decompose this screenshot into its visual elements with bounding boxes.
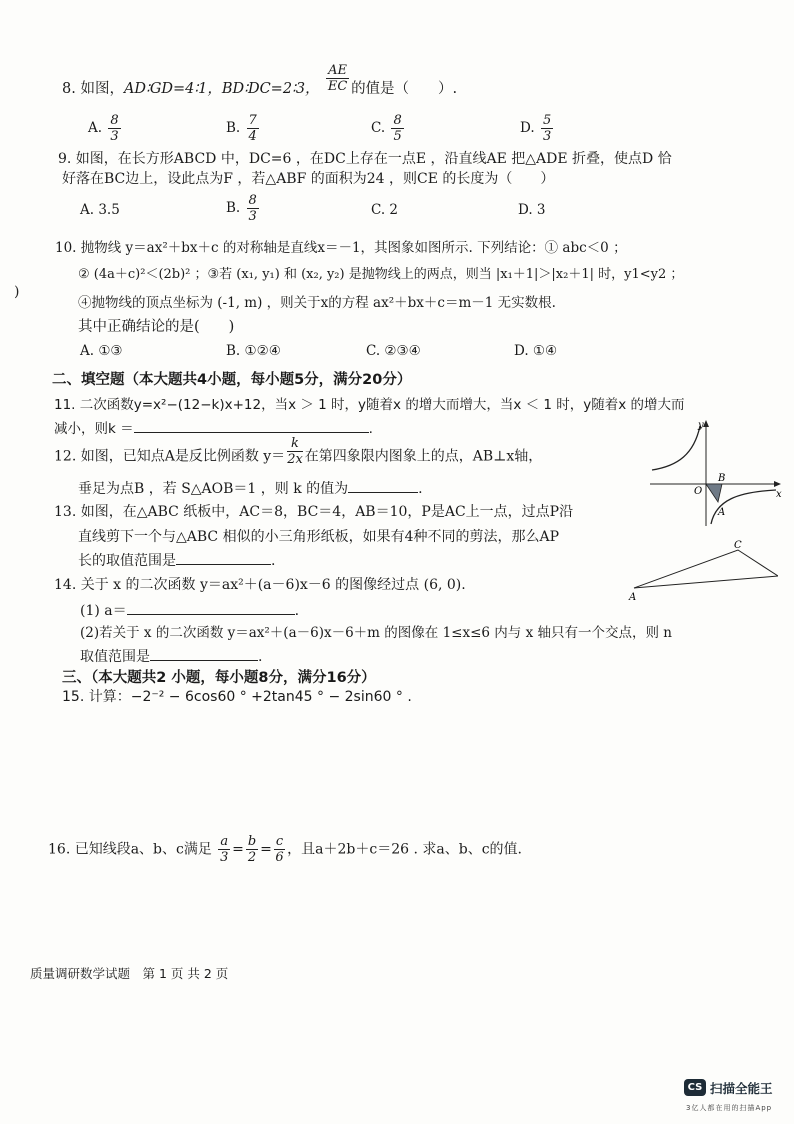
q13-line-2: 直线剪下一个与△ABC 相似的小三角形纸板，如果有4种不同的剪法，那么AP <box>78 529 560 545</box>
q12-answer-blank[interactable] <box>348 478 418 493</box>
q12-figure <box>648 418 788 530</box>
q13-line-1: 13. 如图，在△ABC 纸板中，AC＝8，BC＝4，AB＝10，P是AC上一点，过点P沿 <box>54 504 574 520</box>
q12-line-1: 12. 如图，已知点A是反比例函数 y＝ $\frac{k}{2x}$ 在第四象限内图象上的点，AB⊥x轴， <box>54 436 543 467</box>
q11-answer-blank[interactable] <box>134 418 369 433</box>
label-y: y <box>698 420 704 431</box>
q8-option-c: C. $\frac{8}{5}$ <box>371 113 402 144</box>
q14-part-1: (1) a＝ . <box>80 600 299 620</box>
question-15: 15. 计算：−2⁻² − 6cos60 ° +2tan45 ° − 2sin60 ° . <box>62 689 412 705</box>
q10-line-1: 10. 抛物线 y＝ax²＋bx＋c 的对称轴是直线x＝－1，其图象如图所示. 下列结论：① abc＜0 ； <box>55 240 627 256</box>
q14-line-1: 14. 关于 x 的二次函数 y＝ax²＋(a－6)x－6 的图像经过点 (6, 0). <box>54 577 466 593</box>
q9-option-d: D. 3 <box>518 202 546 218</box>
q14-part-2-line-1: (2)若关于 x 的二次函数 y＝ax²＋(a－6)x－6＋m 的图像在 1≤x≤6 内与 x 轴只有一个交点，则 n <box>80 625 672 641</box>
hyperbola-branch-left <box>652 426 700 470</box>
q8-option-b: B. $\frac{7}{4}$ <box>226 113 257 144</box>
question-8 <box>62 62 458 98</box>
label-a: A <box>718 507 726 518</box>
q10-line-2: ② (4a＋c)²＜(2b)² ；③若 (x₁, y₁) 和 (x₂, y₂) 是抛物线上的两点，则当 |x₁＋1|＞|x₂＋1| 时，y1<y2 ； <box>78 267 684 282</box>
q14-answer-blank-2[interactable] <box>150 646 258 661</box>
q10-option-b: B. ①②④ <box>226 343 281 359</box>
section-3-heading: 三、（本大题共2 小题，每小题8分，满分16分） <box>62 670 376 686</box>
page-footer: 质量调研数学试题 第 1 页 共 2 页 <box>30 966 229 981</box>
q8-option-d: D. $\frac{5}{3}$ <box>520 113 552 144</box>
q13-figure <box>626 536 778 604</box>
q11-line-2: 减小，则k ＝ . <box>54 418 373 438</box>
section-2-heading: 二、填空题（本大题共4小题，每小题5分，满分20分） <box>52 372 412 388</box>
scanner-brand: 扫描全能王 <box>710 1081 773 1096</box>
q8-condition: AD∶GD=4∶1，BD∶DC=2∶3， <box>123 81 320 97</box>
label-c: C <box>734 540 742 551</box>
q8-number: 8. 如图， <box>62 81 124 97</box>
q9-option-c: C. 2 <box>371 202 399 218</box>
scanner-slogan: 3亿人都在用的扫描App <box>686 1104 773 1112</box>
q10-option-d: D. ①④ <box>514 343 558 359</box>
margin-mark: ) <box>14 284 20 300</box>
q11-line-1: 11. 二次函数y=x²−(12−k)x+12，当x ＞ 1 时，y随着x 的增大而增大，当x ＜ 1 时，y随着x 的增大而 <box>54 397 685 413</box>
q12-line-2: 垂足为点B ，若 S△AOB＝1 ，则 k 的值为 . <box>78 478 423 498</box>
q8-ratio-fraction <box>326 63 349 94</box>
q8-tail: 的值是（ ）. <box>351 81 458 97</box>
label-x: x <box>776 489 782 500</box>
q9-line-2: 好落在BC边上，设此点为F ，若△ABF 的面积为24 ，则CE 的长度为（ ） <box>62 171 555 187</box>
q10-option-a: A. ①③ <box>80 343 123 359</box>
q10-line-3: ④抛物线的顶点坐标为 (-1, m) ，则关于x的方程 ax²＋bx＋c＝m－1 无实数根. <box>78 295 556 311</box>
label-a: A <box>629 592 637 603</box>
label-o: O <box>694 486 703 497</box>
scanner-logo-icon: CS <box>684 1079 706 1096</box>
q14-answer-blank-1[interactable] <box>127 600 295 615</box>
q10-option-c: C. ②③④ <box>366 343 421 359</box>
q8-frac-den: EC <box>327 78 348 94</box>
q9-option-b: B. $\frac{8}{3}$ <box>226 193 257 224</box>
triangle-aob <box>706 484 722 502</box>
q8-option-a: A. $\frac{8}{3}$ <box>88 113 119 144</box>
label-b: B <box>718 473 726 484</box>
q9-line-1: 9. 如图，在长方形ABCD 中，DC=6 ，在DC上存在一点E ，沿直线AE 把△ADE 折叠，使点D 恰 <box>58 151 672 167</box>
q9-option-a: A. 3.5 <box>80 202 120 218</box>
q12-fraction: $\frac{k}{2x}$ <box>287 436 303 467</box>
q14-part-2-line-2: 取值范围是 . <box>80 646 262 666</box>
q13-line-3: 长的取值范围是 . <box>78 550 275 570</box>
question-16: 16. 已知线段a、b、c满足 $\frac{a}{3}$ = $\frac{b}{2}$ = $\frac{c}{6}$ ，且a＋2b＋c＝26 . 求a、b、c的值. <box>48 834 522 865</box>
q8-frac-num: AE <box>328 62 348 78</box>
q10-line-4: 其中正确结论的是( ) <box>78 319 235 335</box>
q13-answer-blank[interactable] <box>176 550 271 565</box>
